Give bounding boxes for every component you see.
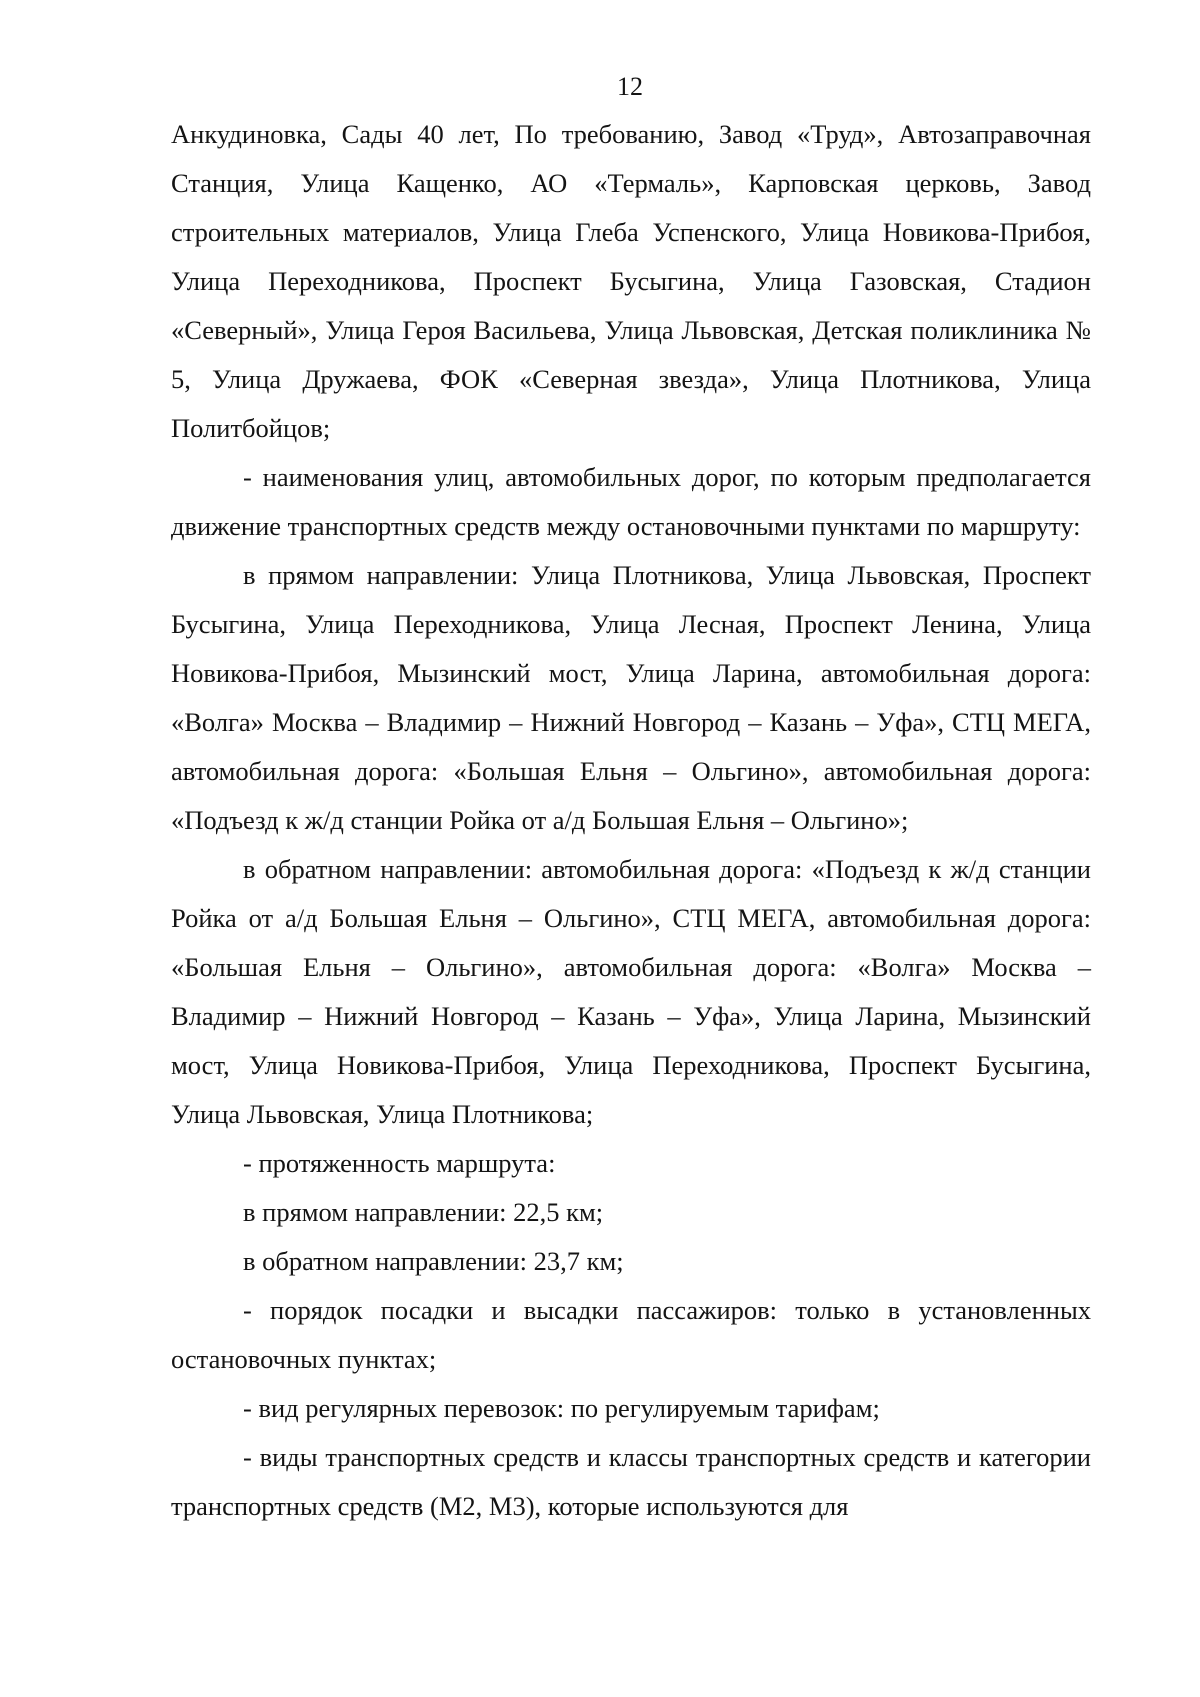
paragraph-length-forward: в прямом направлении: 22,5 км; [243, 1197, 604, 1227]
paragraph-stops-list: Анкудиновка, Сады 40 лет, По требованию, Завод «Труд», Автозаправочная Станция, Улица Кащенко, АО «Термаль», Карповская церковь, Завод строительных материалов, Улица Глеба Успенского, Улица Новикова-Прибоя, Улица Переходникова, Проспект Бусыгина, Улица Газовская, Стадион «Северный», Улица Героя Васильева, Улица Львовская, Детская поликлиника № 5, Улица Дружаева, ФОК «Северная звезда», Улица Плотникова, Улица Политбойцов; [171, 119, 1091, 443]
paragraph-length-reverse: в обратном направлении: 23,7 км; [243, 1246, 624, 1276]
paragraph-transport-type: - вид регулярных перевозок: по регулируемым тарифам; [243, 1393, 880, 1423]
paragraph-boarding-order: - порядок посадки и высадки пассажиров: только в установленных остановочных пунктах; [171, 1295, 1091, 1374]
paragraph-street-names: - наименования улиц, автомобильных дорог, по которым предполагается движение транспортных средств между остановочными пунктами по маршруту: [171, 462, 1091, 541]
document-body [171, 110, 1091, 1531]
paragraph-route-length: - протяженность маршрута: [243, 1148, 556, 1178]
paragraph-reverse-direction: в обратном направлении: автомобильная дорога: «Подъезд к ж/д станции Ройка от а/д Большая Ельня – Ольгино», СТЦ МЕГА, автомобильная дорога: «Большая Ельня – Ольгино», автомобильная дорога: «Волга» Москва – Владимир – Нижний Новгород – Казань – Уфа», Улица Ларина, Мызинский мост, Улица Новикова-Прибоя, Улица Переходникова, Проспект Бусыгина, Улица Львовская, Улица Плотникова; [171, 854, 1091, 1129]
page-number: 12 [617, 72, 643, 101]
paragraph-forward-direction: в прямом направлении: Улица Плотникова, Улица Львовская, Проспект Бусыгина, Улица Переходникова, Улица Лесная, Проспект Ленина, Улица Новикова-Прибоя, Мызинский мост, Улица Ларина, автомобильная дорога: «Волга» Москва – Владимир – Нижний Новгород – Казань – Уфа», СТЦ МЕГА, автомобильная дорога: «Большая Ельня – Ольгино», автомобильная дорога: «Подъезд к ж/д станции Ройка от а/д Большая Ельня – Ольгино»; [171, 560, 1091, 835]
paragraph-vehicle-classes: - виды транспортных средств и классы транспортных средств и категории транспортных средств (М2, М3), которые используются для [171, 1442, 1091, 1521]
